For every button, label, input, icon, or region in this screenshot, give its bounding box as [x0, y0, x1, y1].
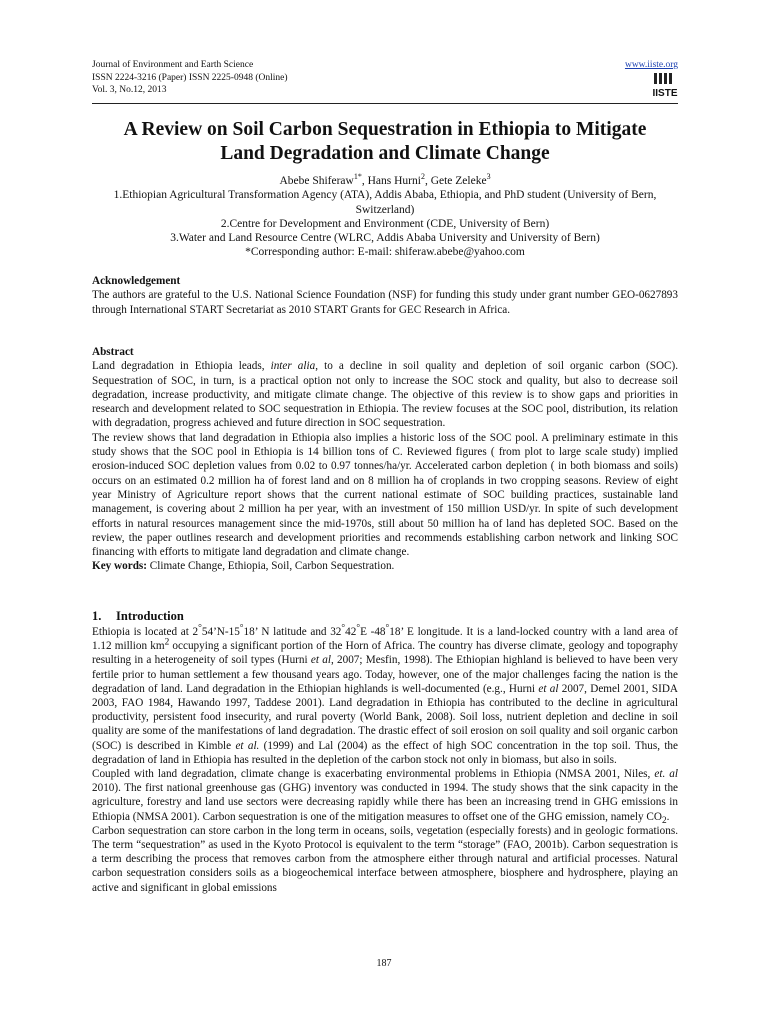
co2-subscript: 2	[661, 815, 667, 826]
intro-p1-e: E -48	[360, 626, 386, 638]
paper-title-line-1: A Review on Soil Carbon Sequestration in Ethiopia to Mitigate	[123, 119, 647, 140]
intro-p2-a: Coupled with land degradation, climate change is exacerbating environmental problems in Ethiopia (NMSA 2001, Niles,	[92, 768, 655, 781]
intro-p2-c: .	[666, 810, 670, 823]
intro-paragraph-3: Carbon sequestration can store carbon in the long term in oceans, soils, vegetation (especially forests) and in geologic formations. The term “sequestration” as used in the Kyoto Protocol is equivalent to the term “storage” (FAO, 2001b). Carbon sequestration is a term describing the process that removes carbon from the atmosphere either through natural and artificial processes. Natural carbon sequestration considers soils as a biogeochemical interface between atmosphere, biosphere and hydrosphere, playing an active and significant in global emissions	[92, 824, 678, 894]
author-block	[92, 174, 678, 260]
abstract-paragraph-2: The review shows that land degradation in Ethiopia also implies a historic loss of the SOC pool. A preliminary estimate in this study shows that the SOC pool in Ethiopia is 14 billion tons of C. Reviewed figures ( from plot to large scale study) implied erosion-induced SOC depletion values from 0.02 to 0.97 tonnes/ha/yr. Accelerated carbon depletion ( in both biomass and soils) occurs on an estimated 0.2 million ha of forest land and on 8 million ha of croplands in two cropping seasons. Review of eight year Ministry of Agriculture report shows that the current national estimate of SOC building practices, sustainable land management, is covering about 2 million ha per year, with an investment of 150 million USD/yr. In spite of such development efforts in natural resources management since the mid-1970s, still about 50 million ha of land has depleted SOC. Based on the review, the paper outlines research and development priorities and recommends establishing carbon network and linking SOC financing with efforts to mitigate land degradation and climate change.	[92, 431, 678, 559]
intro-etal-3: et al.	[235, 739, 260, 752]
abstract-heading: Abstract	[92, 346, 134, 358]
author-list: Abebe Shiferaw$^{1*}$, Hans Hurni$^2$, Gete Zeleke$^3$	[279, 172, 491, 187]
author-3-sup: 3	[486, 172, 491, 182]
affiliation-3: 3.Water and Land Resource Centre (WLRC, Addis Ababa University and University of Bern)	[170, 232, 600, 245]
journal-name: Journal of Environment and Earth Science	[92, 60, 254, 70]
intro-paragraph-1	[92, 625, 678, 767]
corresponding-author: *Corresponding author: E-mail: shiferaw.abebe@yahoo.com	[245, 246, 525, 259]
intro-p1-d: 42	[345, 626, 357, 638]
intro-p1-i: 2007, Demel 2001, SIDA 2003, FAO 1984, Hawando 1997, Taddese 2001). Land degradation in Ethiopia has contributed to the decline in agricultural productivity, persistent food insecurity, and rural poverty (World Bank, 2008). Soil loss, nutrient depletion and decline in soil quality are some of the manifestations of land degradation. The drastic effect of soil erosion on soil quality and soil organic carbon (SOC) is described in Kimble	[92, 682, 678, 752]
introduction-number: 1.	[92, 609, 102, 623]
journal-volume: Vol. 3, No.12, 2013	[92, 85, 167, 95]
intro-p2-etal: et. al	[654, 768, 678, 781]
degree-sup-3: °	[341, 623, 346, 634]
introduction-title: Introduction	[116, 609, 184, 623]
degree-sup-2: °	[239, 623, 244, 634]
intro-p1-c: 18’ N latitude and 32	[243, 626, 342, 638]
author-1: Abebe Shiferaw	[279, 175, 354, 187]
intro-p1-g: occupying a significant portion of the Horn of Africa. The country has diverse climate, geology and topography resulting in a heterogeneity of soil types (Hurni	[92, 640, 678, 667]
intro-p1-f: 18’ E longitude. It is a land-locked country with a land area of 1.12 million km	[92, 626, 678, 653]
logo-text: IISTE	[652, 88, 678, 99]
degree-sup-5: °	[385, 623, 390, 634]
intro-p2-b: 2010). The first national greenhouse gas (GHG) inventory was conducted in 1994. The study shows that the sink capacity in the agriculture, forestry and land use sectors were decreasing rapidly while there has been an increasing trend in GHG emissions in Ethiopia (NMSA 2001). Carbon sequestration is one of the mitigation measures to offset one of the GHG emission, namely CO	[92, 782, 678, 823]
abstract-section	[92, 345, 678, 574]
paper-title	[92, 118, 678, 166]
intro-etal-1: et al	[310, 654, 331, 667]
degree-sup-4: °	[356, 623, 361, 634]
introduction-heading	[92, 609, 678, 624]
author-2: Hans Hurni	[367, 175, 421, 187]
author-3: Gete Zeleke	[430, 175, 487, 187]
keywords-text: Climate Change, Ethiopia, Soil, Carbon Sequestration.	[147, 560, 395, 573]
intro-etal-2: et al	[538, 682, 559, 695]
author-1-sup: 1*	[353, 172, 362, 182]
intro-p1-j: (1999) and Lal (2004) as the effect of high SOC concentration in the top soil. Thus, the degradation of land in Ethiopia has resulted in the depletion of the carbon stock not only in biomass, but also in soils.	[92, 739, 678, 766]
acknowledgement-text: The authors are grateful to the U.S. National Science Foundation (NSF) for funding this study under grant number GEO-0627893 through International START Secretariat as 2010 START Grants for GEC Research in Africa.	[92, 289, 678, 316]
keywords-line	[92, 559, 678, 573]
author-2-sup: 2	[420, 172, 425, 182]
keywords-label: Key words:	[92, 560, 147, 573]
paper-title-line-2: Land Degradation and Climate Change	[220, 143, 550, 164]
introduction-section	[92, 609, 678, 895]
header-divider	[92, 103, 678, 104]
degree-sup-1: °	[198, 623, 202, 634]
abstract-paragraph-1	[92, 359, 678, 430]
abstract-p1-text-b: , to a decline in soil quality and depletion of soil organic carbon (SOC). Sequestration of SOC, in turn, is a practical option not only to increase the SOC stock and quality, but also to decrease soil degradation, increase productivity, and mitigate climate change. The objective of this review is to show gaps and priorities in research and development related to SOC sequestration in Ethiopia. The review focuses at the SOC pool, distribution, its relation with degradation, progress achieved and future direction in SOC sequestration.	[92, 360, 679, 430]
journal-issn: ISSN 2224-3216 (Paper) ISSN 2225-0948 (Online)	[92, 72, 288, 83]
page-number: 187	[376, 958, 392, 969]
intro-p1-b: 54’N-15	[201, 626, 240, 638]
acknowledgement-section	[92, 274, 678, 317]
affiliation-2: 2.Centre for Development and Environment (CDE, University of Bern)	[220, 217, 550, 230]
intro-p1-h: , 2007; Mesfin, 1998). The Ethiopian highland is believed to have been very fertile prior to human settlement a few thousand years ago. Today, however, one of the major challenges facing the nation is the degradation of land. Land degradation in the Ethiopian highlands is well-documented (e.g., Hurni	[92, 654, 678, 695]
journal-header	[92, 59, 678, 97]
abstract-p1-italic: inter alia	[270, 360, 316, 373]
iiste-logo-icon	[652, 73, 678, 101]
intro-paragraph-2	[92, 767, 678, 824]
intro-p1-a: Ethiopia is located at 2	[92, 626, 199, 638]
journal-url-link[interactable]: www.iiste.org	[624, 60, 678, 70]
km-squared-sup: 2	[164, 637, 170, 648]
acknowledgement-heading: Acknowledgement	[92, 275, 181, 287]
abstract-p1-text-a: Land degradation in Ethiopia leads,	[92, 360, 271, 373]
affiliation-1: 1.Ethiopian Agricultural Transformation Agency (ATA), Addis Ababa, Ethiopia, and PhD student (University of Bern, Switzerland)	[113, 189, 657, 216]
